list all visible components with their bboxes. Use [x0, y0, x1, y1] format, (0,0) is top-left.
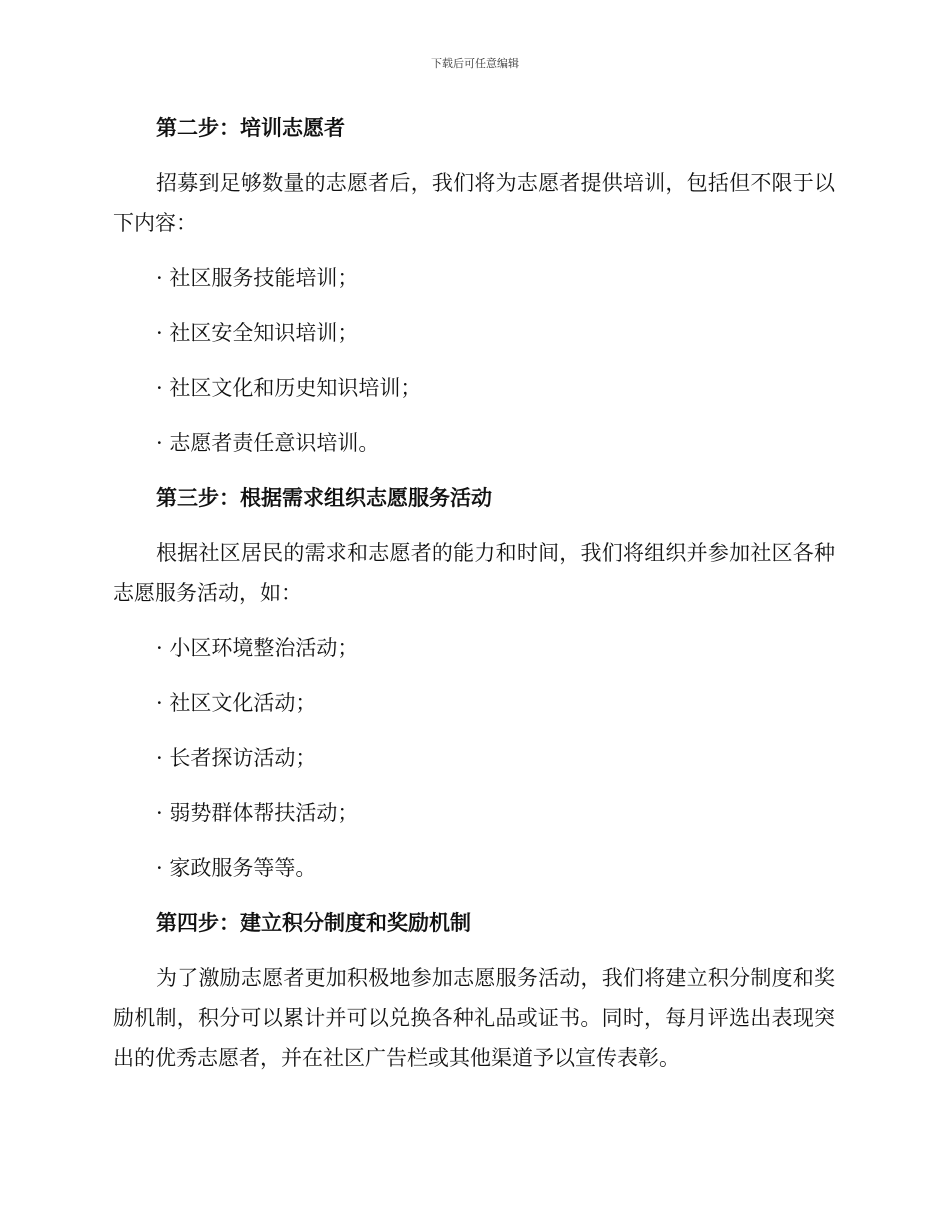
- step3-intro: 根据社区居民的需求和志愿者的能力和时间，我们将组织并参加社区各种志愿服务活动，如：: [113, 541, 835, 605]
- list-item: · 社区安全知识培训；: [156, 321, 359, 345]
- page-header: 下载后可任意编辑: [431, 57, 519, 70]
- list-item: · 社区文化活动；: [156, 691, 317, 715]
- step3-heading: 第三步：根据需求组织志愿服务活动: [156, 485, 492, 510]
- list-item: · 家政服务等等。: [156, 856, 317, 880]
- step2-intro: 招募到足够数量的志愿者后，我们将为志愿者提供培训，包括但不限于以下内容：: [113, 171, 835, 235]
- step4-body: 为了激励志愿者更加积极地参加志愿服务活动，我们将建立积分制度和奖励机制，积分可以累计并可以兑换各种礼品或证书。同时，每月评选出表现突出的优秀志愿者，并在社区广告栏或其他渠道予以宣传表彰。: [113, 966, 835, 1070]
- step2-heading: 第二步：培训志愿者: [156, 115, 345, 140]
- list-item: · 长者探访活动；: [156, 746, 317, 770]
- list-item: · 小区环境整治活动；: [156, 636, 359, 660]
- list-item: · 社区文化和历史知识培训；: [156, 376, 422, 400]
- list-item: · 志愿者责任意识培训。: [156, 431, 380, 455]
- document-body: [113, 108, 835, 1093]
- step4-heading: 第四步：建立积分制度和奖励机制: [156, 910, 471, 935]
- list-item: · 社区服务技能培训；: [156, 266, 359, 290]
- list-item: · 弱势群体帮扶活动；: [156, 801, 359, 825]
